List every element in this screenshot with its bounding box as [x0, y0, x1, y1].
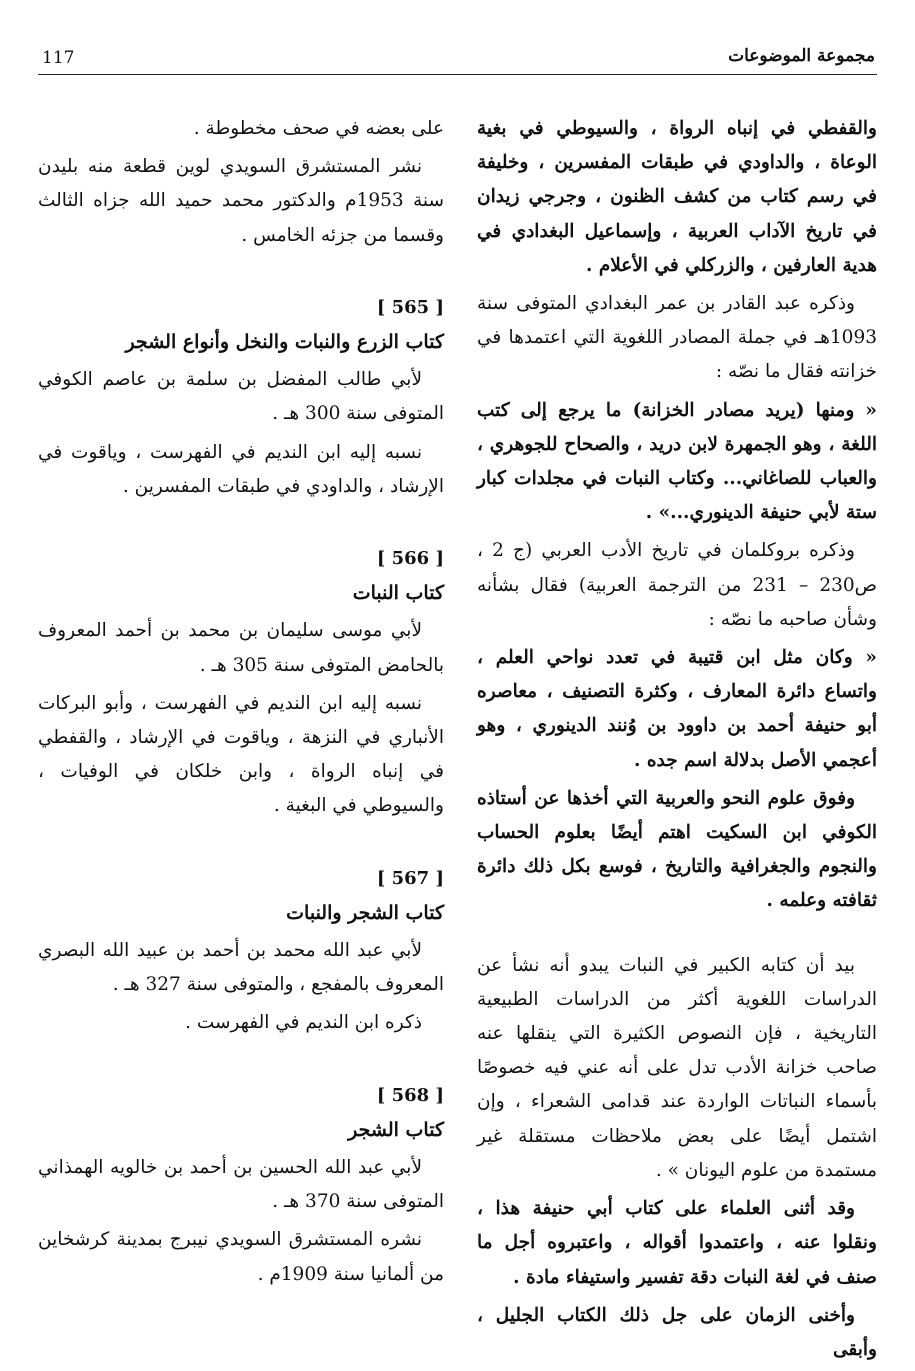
left-column: [38, 112, 444, 1296]
entry-number: [ 567 ]: [376, 867, 444, 889]
paragraph: وأخنى الزمان على جل ذلك الكتاب الجليل ، وأبقى: [477, 1304, 877, 1360]
entry-title: كتاب الزرع والنبات والنخل وأنواع الشجر: [125, 331, 444, 354]
intro-paragraph: نشر المستشرق السويدي لوين قطعة منه بليدن سنة 1953م والدكتور محمد حميد الله جزاه الثالث وقسما من جزئه الخامس .: [38, 156, 444, 246]
entry-number: [ 565 ]: [376, 296, 444, 318]
page-header: [38, 44, 877, 75]
running-title: مجموعة الموضوعات: [728, 46, 875, 66]
entry-565: [38, 291, 444, 504]
paragraph: وذكره عبد القادر بن عمر البغدادي المتوفى سنة 1093هـ في جملة المصادر اللغوية التي اعتمدها في خزانته فقال ما نصّه :: [477, 293, 877, 383]
page-number: 117: [42, 48, 75, 68]
intro-line: على بعضه في صحف مخطوطة .: [193, 118, 444, 139]
entry-note: ذكره ابن النديم في الفهرست .: [185, 1012, 422, 1034]
quote-paragraph: « وكان مثل ابن قتيبة في تعدد نواحي العلم ، واتساع دائرة المعارف ، وكثرة التصنيف ، معاصره أبو حنيفة أحمد بن داوود بن وُنند الدينوري ، وهو أعجمي الأصل بدلالة اسم جده .: [477, 647, 877, 771]
entry-568: [38, 1079, 444, 1292]
entry-title: كتاب الشجر: [348, 1118, 444, 1141]
entry-note: نسبه إليه ابن النديم في الفهرست ، وأبو البركات الأنباري في النزهة ، وياقوت في الإرشاد ، والقفطي في إنباه الرواة ، وابن خلكان في الوفيات ، والسيوطي في البغية .: [38, 692, 444, 817]
entry-567: [38, 862, 444, 1041]
entry-title: كتاب الشجر والنبات: [286, 901, 444, 924]
paragraph: والقفطي في إنباه الرواة ، والسيوطي في بغية الوعاة ، والداودي في طبقات المفسرين ، وخليفة في رسم كتاب من كشف الظنون ، وجرجي زيدان في تاريخ الآداب العربية ، وإسماعيل البغدادي في هدية العارفين ، والزركلي في الأعلام .: [477, 118, 877, 276]
entry-number: [ 568 ]: [376, 1084, 444, 1106]
entry-number: [ 566 ]: [376, 548, 444, 570]
right-column: [477, 112, 877, 1371]
entry-566: [38, 542, 444, 824]
entry-author: لأبي عبد الله الحسين بن أحمد بن خالويه الهمذاني المتوفى سنة 370 هـ .: [38, 1157, 444, 1213]
entry-note: نسبه إليه ابن النديم في الفهرست ، وياقوت في الإرشاد ، والداودي في طبقات المفسرين .: [38, 441, 444, 497]
paragraph: وقد أثنى العلماء على كتاب أبي حنيفة هذا ، ونقلوا عنه ، واعتمدوا أقواله ، واعتبروه أجل ما صنف في لغة النبات دقة تفسير واستيفاء مادة .: [477, 1198, 877, 1288]
quote-paragraph: بيد أن كتابه الكبير في النبات يبدو أنه نشأ عن الدراسات اللغوية أكثر من الدراسات الطبيعية التاريخية ، فإن النصوص الكثيرة التي ينقلها عنه صاحب خزانة الأدب تدل على أنه عني فيه خصوصًا بأسماء النباتات الواردة عند قدامى الشعراء ، وإن اشتمل أيضًا على بعض ملاحظات مستقلة غير مستمدة من علوم اليونان » .: [477, 954, 877, 1181]
entry-author: لأبي عبد الله محمد بن أحمد بن عبيد الله البصري المعروف بالمفجع ، والمتوفى سنة 327 هـ .: [38, 940, 444, 996]
quote-paragraph: وفوق علوم النحو والعربية التي أخذها عن أستاذه الكوفي ابن السكيت اهتم أيضًا بعلوم الحساب والنجوم والجغرافية والتاريخ ، فوسع بكل ذلك دائرة ثقافته وعلمه .: [477, 787, 877, 912]
entry-note: نشره المستشرق السويدي نيبرج بمدينة كرشخاين من ألمانيا سنة 1909م .: [38, 1229, 444, 1285]
entry-title: كتاب النبات: [352, 582, 444, 605]
entry-author: لأبي موسى سليمان بن محمد بن أحمد المعروف بالحامض المتوفى سنة 305 هـ .: [38, 620, 444, 676]
paragraph: وذكره بروكلمان في تاريخ الأدب العربي (ج 2 ، ص230 – 231 من الترجمة العربية) فقال بشأنه وشأن صاحبه ما نصّه :: [477, 540, 877, 630]
quote-paragraph: « ومنها (يريد مصادر الخزانة) ما يرجع إلى كتب اللغة ، وهو الجمهرة لابن دريد ، والصحاح للجوهري ، والعباب للصاغاني... وكتاب النبات في مجلدات كبار ستة لأبي حنيفة الدينوري...» .: [477, 399, 877, 524]
entry-author: لأبي طالب المفضل بن سلمة بن عاصم الكوفي المتوفى سنة 300 هـ .: [38, 369, 444, 425]
